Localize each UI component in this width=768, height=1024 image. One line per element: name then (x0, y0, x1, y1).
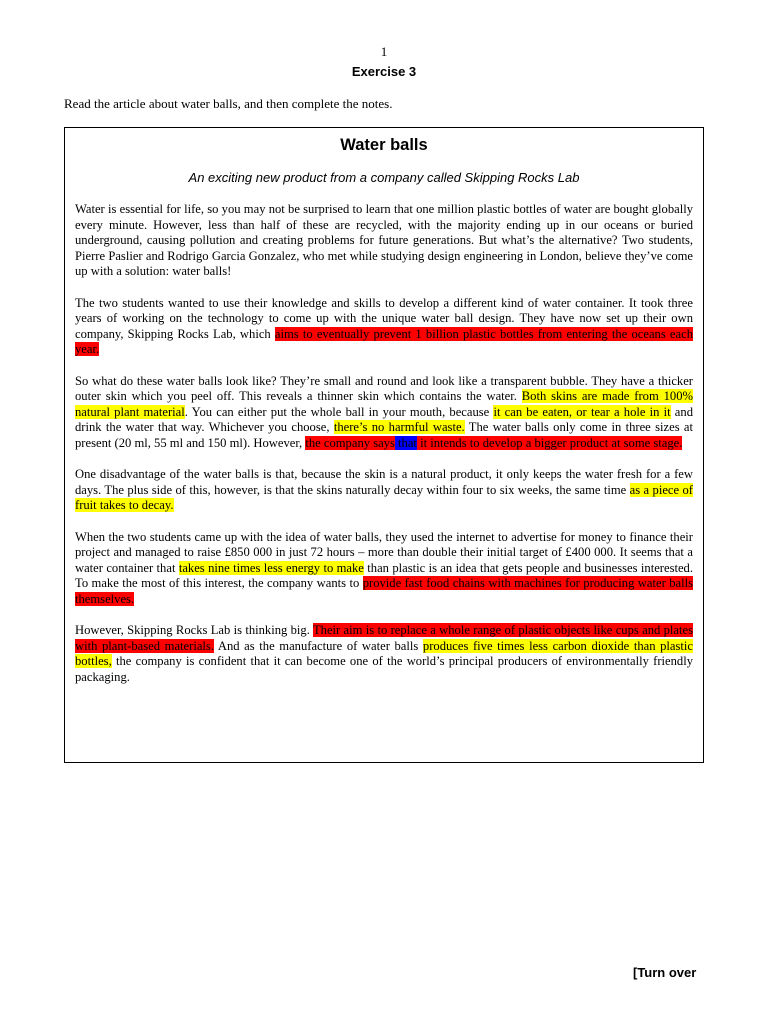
article-paragraph (75, 467, 693, 514)
highlighted-text-red: the oceans each year. (75, 326, 694, 356)
highlighted-text-yellow: takes nine times less energy to make (178, 560, 364, 575)
article-paragraph (75, 530, 693, 608)
text-run: The two students wanted to use their knowledge and skills to develop a different kind of water container. It took three years of working on the technology to come up with the unique water ball design. They have now set up their own company, Skipping Rocks Lab, which (75, 295, 693, 341)
article-subtitle: An exciting new product from a company called Skipping Rocks Lab (188, 170, 580, 185)
text-run: The water balls only come in three sizes at present (20 ml, 55 ml and 150 ml). However, (75, 420, 694, 450)
highlighted-text-blue: that (394, 435, 417, 450)
highlighted-text-yellow: there’s no harmful waste. (333, 420, 465, 434)
instruction-text: Read the article about water balls, and then complete the notes. (64, 96, 393, 111)
exercise-title: Exercise 3 (351, 64, 417, 79)
text-run: One disadvantage of the water balls is that, because the skin is a natural product, it only keeps the water fresh for a few days. The plus side of this, however, is that the skins naturally decay within four to six weeks, the same time (75, 467, 693, 497)
text-run: And as the manufacture of water balls (213, 638, 423, 653)
highlighted-text-yellow: Both skins are made from 100% natural plant material (75, 389, 693, 419)
text-run: . You can either put the whole ball in your mouth, because (184, 404, 494, 419)
highlighted-text-red: the company says (305, 435, 395, 450)
text-run: the company is confident that it can become one of the world’s principal producers of environmentally friendly packaging. (75, 654, 693, 684)
text-run: However, Skipping Rocks Lab is thinking big. (75, 623, 313, 637)
article-paragraph (75, 202, 693, 280)
highlighted-text-red: aims to eventually prevent 1 billion plastic bottles from entering (274, 326, 608, 341)
highlighted-text-yellow: it can be eaten, or tear a hole in it (493, 404, 671, 419)
highlighted-text-yellow: produces five times less carbon dioxide than plastic bottles, (75, 638, 693, 668)
text-run: and drink the water that way. Whichever you choose, (75, 404, 693, 434)
article-box (64, 127, 704, 763)
page-number: 1 (380, 44, 388, 59)
article-body (75, 202, 693, 701)
highlighted-text-red: it intends to develop a bigger product at some stage. (416, 435, 683, 450)
highlighted-text-yellow: as a piece of fruit takes to decay. (75, 482, 693, 512)
text-run: So what do these water balls look like? They’re small and round and look like a transparent bubble. They have a thicker outer skin which you peel off. This reveals a thinner skin which contains the water. (75, 373, 693, 403)
highlighted-text-red: Their aim is to replace a whole range of plastic objects like cups and plates with plant-based materials. (75, 623, 693, 653)
highlighted-text-red: provide fast food chains with machines for producing water balls themselves. (75, 576, 693, 606)
article-paragraph (75, 623, 693, 685)
text-run: When the two students came up with the idea of water balls, they used the internet to advertise for money to finance their project and managed to raise £850 000 in just 72 hours – more than double their initial target of £400 000. It seems that a water container that (75, 529, 693, 575)
article-title: Water balls (340, 136, 428, 154)
article-paragraph (75, 374, 693, 452)
article-paragraph (75, 296, 693, 358)
text-run: Water is essential for life, so you may not be surprised to learn that one million plastic bottles of water are bought globally every minute. However, less than half of these are recycled, with the majority ending up in our oceans or buried underground, causing pollution and creating problems for future generations. But what’s the alternative? Two students, Pierre Paslier and Rodrigo Garcia Gonzalez, who met while studying design engineering in London, believe they’ve come up with a solution: water balls! (75, 202, 693, 278)
text-run: than plastic is an idea that gets people and businesses interested. To make the most of this interest, the company wants to (75, 560, 694, 590)
turn-over-label: [Turn over (633, 965, 697, 980)
